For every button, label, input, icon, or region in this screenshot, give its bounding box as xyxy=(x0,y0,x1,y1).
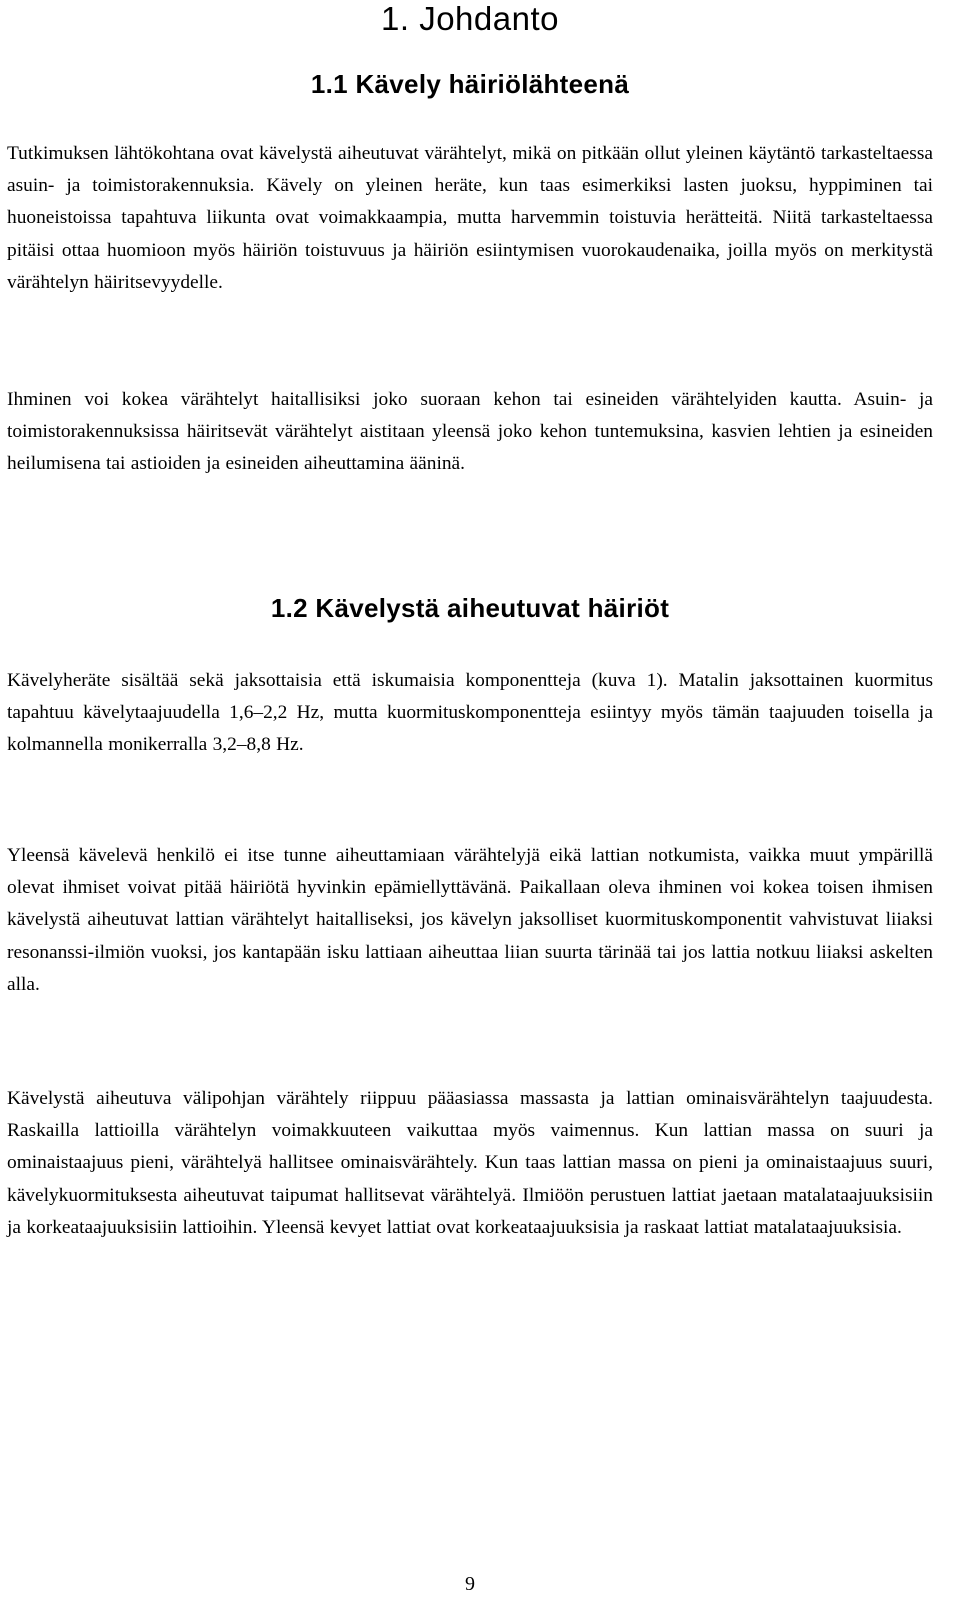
page-number: 9 xyxy=(465,1573,475,1595)
section-heading-1-1: 1.1 Kävely häiriölähteenä xyxy=(310,69,630,99)
paragraph-floor-vibration: Kävelystä aiheutuva välipohjan värähtely riippuu pääasiassa massasta ja lattian ominaisvärähtelyn taajuudesta. Raskailla lattioilla värähtelyn voimakkuuteen vaikuttaa myös vaimennus. Kun lattian massa on suuri ja ominaistaajuus pieni, värähtelyä hallitsee ominaisvärähtely. Kun taas lattian massa on pieni ja ominaistaajuus suuri, kävelykuormituksesta aiheutuvat taipumat hallitsevat värähtelyä. Ilmiöön perustuen lattiat jaetaan matalataajuuksisiin ja korkeataajuuksisiin lattioihin. Yleensä kevyet lattiat ovat korkeataajuuksisia ja raskaat lattiat matalataajuuksisia. xyxy=(7,1088,933,1238)
paragraph-perception: Ihminen voi kokea värähtelyt haitallisiksi joko suoraan kehon tai esineiden värähtelyiden kautta. Asuin- ja toimistorakennuksissa häiritsevät värähtelyt aistitaan yleensä joko kehon tuntemuksina, kasvien lehtien ja esineiden heilumisena tai astioiden ja esineiden aiheuttamina ääninä. xyxy=(7,389,933,475)
paragraph-walking-source: Tutkimuksen lähtökohtana ovat kävelystä aiheutuvat värähtelyt, mikä on pitkään ollut yleinen käytäntö tarkasteltaessa asuin- ja toimistorakennuksia. Kävely on yleinen heräte, kun taas esimerkiksi lasten juoksu, hyppiminen tai huoneistoissa tapahtuva liikunta ovat voimakkaampia, mutta harvemmin toistuvia herätteitä. Niitä tarkasteltaessa pitäisi ottaa huomioon myös häiriön toistuvuus ja häiriön esiintymisen vuorokaudenaika, joilla myös on merkitystä värähtelyn häiritsevyydelle. xyxy=(7,143,933,293)
chapter-title: 1. Johdanto xyxy=(381,0,559,37)
paragraph-perceived-vibration: Yleensä kävelevä henkilö ei itse tunne aiheuttamiaan värähtelyjä eikä lattian notkumista, vaikka muut ympärillä olevat ihmiset voivat pitää häiriötä hyvinkin epämiellyttävänä. Paikallaan oleva ihminen voi kokea toisen ihmisen kävelystä aiheutuvat lattian värähtelyt haitalliseksi, jos kävelyn jaksolliset kuormituskomponentit vahvistuvat liiaksi resonanssi-ilmiön vuoksi, jos kantapään isku lattiaan aiheuttaa liian suurta tärinää tai jos lattia notkuu liiaksi askelten alla. xyxy=(7,845,933,995)
section-heading-1-2: 1.2 Kävelystä aiheutuvat häiriöt xyxy=(270,593,670,623)
paragraph-excitation: Kävelyheräte sisältää sekä jaksottaisia että iskumaisia komponentteja (kuva 1). Matalin jaksottainen kuormitus tapahtuu kävelytaajuudella 1,6–2,2 Hz, mutta kuormituskomponentteja esiintyy myös tämän taajuuden toisella ja kolmannella monikerralla 3,2–8,8 Hz. xyxy=(7,670,933,756)
document-page xyxy=(7,0,933,1610)
